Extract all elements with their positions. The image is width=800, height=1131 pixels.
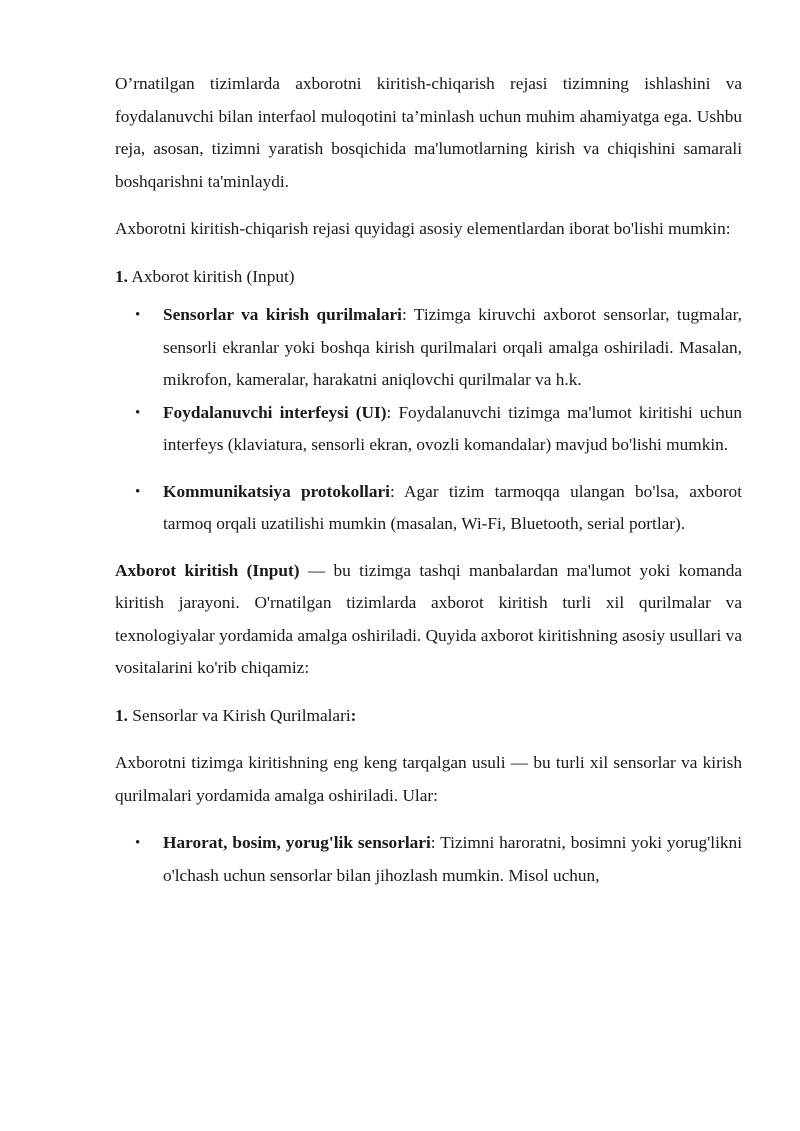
sensors-intro-paragraph: Axborotni tizimga kiritishning eng keng tarqalgan usuli — bu turli xil sensorlar va kirish qurilmalari yordamida amalga oshiriladi. Ular: xyxy=(115,753,742,805)
input-methods-list xyxy=(115,299,742,541)
section-heading-input xyxy=(115,261,742,294)
bullet-icon: • xyxy=(135,835,141,851)
sensors-list xyxy=(115,827,742,892)
section-number: 1. xyxy=(115,266,128,286)
section-title: Sensorlar va Kirish Qurilmalari xyxy=(127,705,351,725)
list-item-term: Sensorlar va kirish qurilmalari xyxy=(163,305,402,324)
bullet-icon: • xyxy=(135,404,141,421)
section-colon: : xyxy=(350,705,357,725)
list-item xyxy=(115,397,742,462)
section-heading-sensors xyxy=(115,700,742,733)
definition-term: Axborot kiritish (Input) xyxy=(115,560,300,580)
list-item-text: : Agar tizim tarmoqqa ulangan bo'lsa, axborot tarmoq orqali uzatilishi mumkin (masalan, Wi-Fi, Bluetooth, serial portlar). xyxy=(163,481,742,533)
elements-intro-paragraph: Axborotni kiritish-chiqarish rejasi quyidagi asosiy elementlardan iborat bo'lishi mumkin: xyxy=(115,219,731,238)
list-item xyxy=(115,827,742,892)
bullet-icon: • xyxy=(135,483,141,500)
section-title: Axborot kiritish (Input) xyxy=(127,266,295,286)
list-item xyxy=(115,299,742,397)
list-item-text: : Tizimni haroratni, bosimni yoki yorug'likni o'lchash uchun sensorlar bilan jihozlash mumkin. Misol uchun, xyxy=(163,833,742,885)
list-item-term: Foydalanuvchi interfeysi (UI) xyxy=(163,402,387,422)
bullet-icon: • xyxy=(135,307,141,323)
list-item-text: : Tizimga kiruvchi axborot sensorlar, tugmalar, sensorli ekranlar yoki boshqa kirish qurilmalari orqali amalga oshiriladi. Masalan, mikrofon, kameralar, harakatni aniqlovchi qurilmalar va h.k. xyxy=(163,305,742,389)
section-number: 1. xyxy=(115,705,128,725)
list-item-text: : Foydalanuvchi tizimga ma'lumot kiritishi uchun interfeys (klaviatura, sensorli ekran, ovozli komandalar) mavjud bo'lishi mumkin. xyxy=(163,402,742,454)
list-item-term: Harorat, bosim, yorug'lik sensorlari xyxy=(163,833,431,852)
definition-text: — bu tizimga tashqi manbalardan ma'lumot yoki komanda kiritish jarayoni. O'rnatilgan tizimlarda axborot kiritish turli xil qurilmalar va texnologiyalar yordamida amalga oshiriladi. Quyida axborot kiritishning asosiy usullari va vositalarini ko'rib chiqamiz: xyxy=(115,560,743,677)
input-definition-paragraph xyxy=(115,555,742,685)
intro-paragraph: O’rnatilgan tizimlarda axborotni kiritish-chiqarish rejasi tizimning ishlashini va foydalanuvchi bilan interfaol muloqotini ta’minlash uchun muhim ahamiyatga ega. Ushbu reja, asosan, tizimni yaratish bosqichida ma'lumotlarning kirish va chiqishini samarali boshqarishni ta'minlaydi. xyxy=(115,74,742,191)
list-item-term: Kommunikatsiya protokollari xyxy=(163,481,390,501)
list-item xyxy=(115,476,742,541)
